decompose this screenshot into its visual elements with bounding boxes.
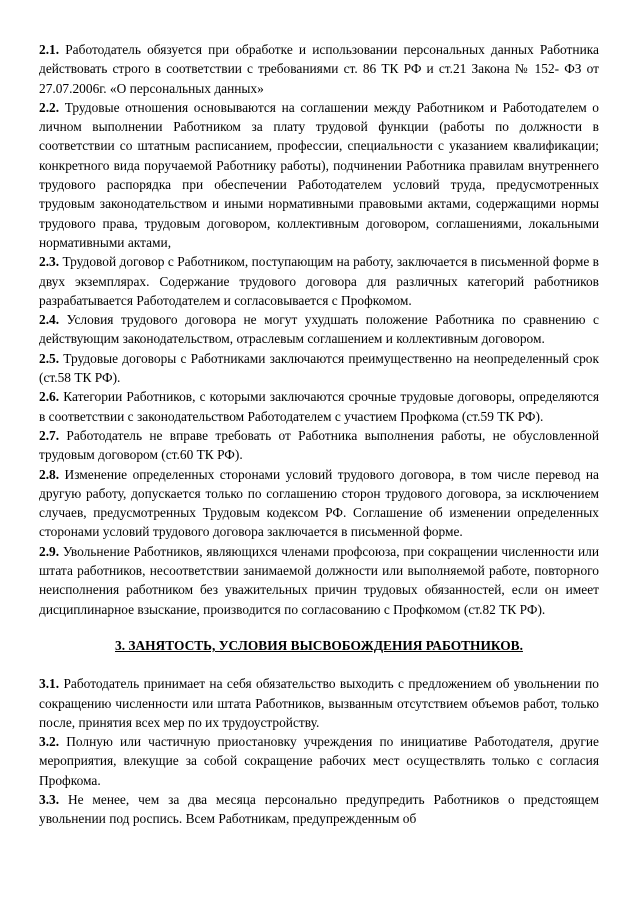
clause-number: 2.1. [39,42,60,57]
clause-number: 2.4. [39,312,60,328]
clause-2-3 [39,252,599,310]
clause-2-9 [39,542,599,619]
clause-text: Трудовые договоры с Работниками заключаются преимущественно на неопределенный срок (ст.58 ТК РФ). [39,350,599,386]
clause-text: Не менее, чем за два месяца персонально предупредить Работников о предстоящем увольнении под роспись. Всем Работникам, предупрежденным об [39,791,599,827]
clause-text: Изменение определенных сторонами условий трудового договора, в том числе перевод на другую работу, допускается только по соглашению сторон трудового договора, за исключением случаев, предусмотренных Трудовым кодексом РФ. Соглашение об изменении определенных сторонами условий трудового договора заключается в письменной форме. [39,466,599,540]
clause-number: 2.2. [39,99,60,115]
clause-number: 3.3. [39,791,60,807]
section-heading: 3. ЗАНЯТОСТЬ, УСЛОВИЯ ВЫСВОБОЖДЕНИЯ РАБОТНИКОВ. [115,637,523,653]
clause-text: Работодатель не вправе требовать от Работника выполнения работы, не обусловленной трудовым договором (ст.60 ТК РФ). [39,427,599,463]
clause-number: 2.9. [39,543,60,559]
clause-text: Условия трудового договора не могут ухудшать положение Работника по сравнению с действующим законодательством, отраслевым соглашением и коллективным договором. [39,312,599,347]
clause-2-6 [39,387,599,426]
clause-3-2 [39,732,599,790]
clause-2-5 [39,349,599,388]
clause-text: Трудовой договор с Работником, поступающим на работу, заключается в письменной форме в двух экземплярах. Содержание трудового договора для различных категорий работников разрабатывается Работодателем и согласовывается с Профкомом. [39,254,599,308]
clause-3-1 [39,674,599,732]
clause-number: 2.6. [39,389,60,405]
clause-text: Трудовые отношения основываются на соглашении между Работником и Работодателем о личном выполнении Работником за плату трудовой функции (работы по должности в соответствии со штатным расписанием, профессии, специальности с указанием квалификации; конкретного вида поручаемой Работнику работы), подчинении Работника правилам внутреннего трудового распорядка при обеспечении Работодателем условий труда, предусмотренных трудовым законодательством и иными нормативными правовыми актами, содержащими нормы трудового права, трудовым договором, коллективным договором, соглашениями, локальными нормативными актами, [39,99,599,250]
clause-text: Работодатель принимает на себя обязательство выходить с предложением об увольнении по сокращению численности или штата Работников, вызванным отсутствием объемов работ, только после, принятия всех мер по их трудоустройству. [39,676,599,730]
clause-2-2 [39,98,599,252]
clause-number: 3.1. [39,676,60,692]
clause-2-8 [39,465,599,542]
clause-2-4 [39,310,599,349]
clause-3-3 [39,790,599,829]
clause-number: 3.2. [39,734,60,750]
clause-text: Увольнение Работников, являющихся членами профсоюза, при сокращении численности или штата работников, несоответствии занимаемой должности или выполняемой работе, повторного неисполнения работником без уважительных причин трудовых обязанностей, если он имеет дисциплинарное взыскание, производится по согласованию с Профкомом (ст.82 ТК РФ). [39,543,599,617]
clause-number: 2.5. [39,350,60,366]
clause-text: Категории Работников, с которыми заключаются срочные трудовые договоры, определяются в соответствии с законодательством Работодателем с участием Профкома (ст.59 ТК РФ). [39,389,599,424]
clause-2-7 [39,426,599,465]
clause-number: 2.3. [39,254,60,270]
clause-text: Работодатель обязуется при обработке и использовании персональных данных Работника действовать строго в соответствии с требованиями ст. 86 ТК РФ и ст.21 Закона № 152- ФЗ от 27.07.2006г. «О персональных данных» [39,42,599,96]
document-page [39,40,599,829]
clause-number: 2.8. [39,466,60,482]
clause-2-1 [39,40,599,98]
clause-text: Полную или частичную приостановку учреждения по инициативе Работодателя, другие мероприятия, влекущие за собой сокращение рабочих мест осуществлять только с согласия Профкома. [39,734,599,788]
clause-number: 2.7. [39,427,60,443]
